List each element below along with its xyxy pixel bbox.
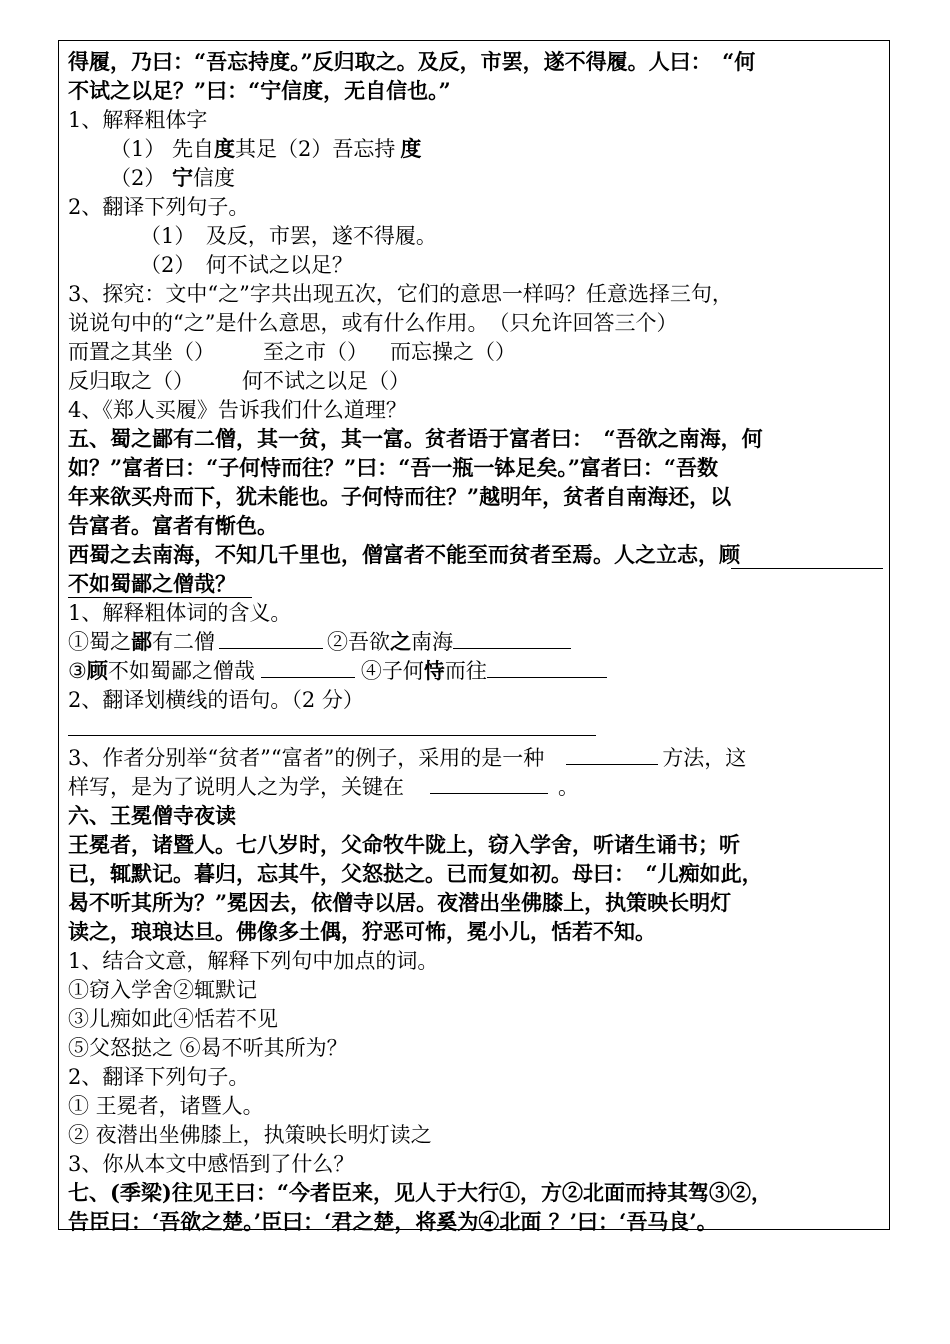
item-text: 3、作者分别举“贫者”“富者”的例子，采用的是一种 <box>68 746 545 770</box>
answer-blank[interactable] <box>453 628 571 649</box>
item-text: ④子何 <box>360 659 424 683</box>
item-text: 有二僧 <box>152 630 215 654</box>
answer-blank[interactable] <box>487 657 607 678</box>
question-item: ①窃入学舍②辄默记 <box>68 978 257 1002</box>
item-text: 南海 <box>411 630 453 654</box>
text-line: 曷不听其所为？”冕因去，依僧寺以居。夜潜出坐佛膝上，执策映长明灯 <box>68 890 732 915</box>
item-text: （1） 先自 <box>110 137 215 161</box>
answer-blank[interactable] <box>261 657 355 678</box>
question-item <box>68 657 607 685</box>
section-heading: 七、(季梁)往见王曰：“今者臣来，见人于大行①，方②北面而持其驾③②， <box>68 1180 772 1205</box>
question-heading: 1、解释粗体词的含义。 <box>68 601 292 625</box>
section-heading: 六、王冕僧寺夜读 <box>68 803 236 828</box>
question-item <box>68 744 746 772</box>
answer-blank[interactable] <box>219 628 323 649</box>
item-text: ①蜀之 <box>68 630 131 654</box>
underline-mark <box>68 597 252 598</box>
item-text: 信度 <box>193 166 236 190</box>
text-line: 得履，乃曰：“吾忘持度。”反归取之。及反，市罢，遂不得履。人曰： “何 <box>68 49 756 74</box>
question-item: ⑤父怒挞之 ⑥曷不听其所为？ <box>68 1036 348 1060</box>
question-text: 说说句中的“之”是什么意思，或有什么作用。 （只允许回答三个） <box>68 311 678 335</box>
question-heading: 2、翻译下列句子。 <box>68 195 250 219</box>
question-heading: 1、结合文意，解释下列句中加点的词。 <box>68 949 439 973</box>
question-heading: 2、翻译划横线的语句。（2 分） <box>68 688 364 712</box>
bold-word: 度 <box>400 136 422 161</box>
question-item: （2） 何不试之以足？ <box>140 253 353 277</box>
answer-item: 而置之其坐（） <box>68 340 215 364</box>
text-line: 王冕者，诸暨人。七八岁时，父命牧牛陇上，窃入学舍，听诸生诵书；听 <box>68 832 740 857</box>
text-line: 读之，琅琅达旦。佛像多土偶，狞恶可怖，冕小儿，恬若不知。 <box>68 919 656 944</box>
bold-word: 恃 <box>423 658 445 683</box>
question-item <box>110 135 421 163</box>
text-line: 已，辄默记。暮归，忘其牛，父怒挞之。已而复如初。母曰： “儿痴如此， <box>68 861 763 886</box>
item-text: 而往 <box>444 659 487 683</box>
question-item <box>68 628 571 656</box>
answer-blank[interactable] <box>430 773 548 794</box>
item-text: 不如蜀鄙之僧哉 <box>107 659 255 683</box>
item-text: ③ <box>68 659 87 683</box>
question-heading: 3、探究：文中“之”字共出现五次，它们的意思一样吗？任意选择三句， <box>68 282 733 306</box>
bold-word: 宁 <box>172 165 194 190</box>
item-text: ②吾欲 <box>327 630 390 654</box>
item-text: 方法，这 <box>662 746 747 770</box>
question-item <box>68 773 579 801</box>
bold-word: 鄙 <box>131 629 152 654</box>
item-text: 样写，是为了说明人之为学，关键在 <box>68 775 404 799</box>
answer-item: 至之市（） <box>263 340 368 364</box>
question-heading: 2、翻译下列句子。 <box>68 1065 250 1089</box>
answer-row <box>68 338 516 366</box>
text-line: 如？”富者曰：“子何恃而往？”曰：“吾一瓶一钵足矣。”富者曰：“吾数 <box>68 455 718 480</box>
text-line: 年来欲买舟而下，犹未能也。子何恃而往？”越明年，贫者自南海还，以 <box>68 484 732 509</box>
question-heading: 4、《郑人买履》告诉我们什么道理？ <box>68 398 407 422</box>
underline-mark <box>731 568 883 569</box>
question-item: ② 夜潜出坐佛膝上，执策映长明灯读之 <box>68 1123 432 1147</box>
section-heading: 五、蜀之鄙有二僧，其一贫，其一富。贫者语于富者曰： “吾欲之南海，何 <box>68 426 763 451</box>
text-line: 西蜀之去南海，不知几千里也，僧富者不能至而贫者至焉。人之立志，顾 <box>68 542 740 567</box>
bold-word: 度 <box>214 136 236 161</box>
item-text: （2） <box>110 166 173 190</box>
question-heading: 1、解释粗体字 <box>68 108 208 132</box>
answer-blank[interactable] <box>566 744 658 765</box>
text-line: 告富者。富者有惭色。 <box>68 513 278 538</box>
question-item: （1） 及反，市罢，遂不得履。 <box>140 224 437 248</box>
question-item: ③儿痴如此④恬若不见 <box>68 1007 278 1031</box>
text-line: 告臣曰：‘吾欲之楚。’臣曰：‘君之楚，将奚为④北面 ？’曰：‘吾马良’。 <box>68 1209 718 1234</box>
item-text: 其足（2）吾忘持 <box>235 137 396 161</box>
text-line: 不如蜀鄙之僧哉？ <box>68 571 236 596</box>
answer-line[interactable] <box>68 735 596 736</box>
answer-item: 反归取之（） <box>68 369 194 393</box>
question-heading: 3、你从本文中感悟到了什么？ <box>68 1152 355 1176</box>
answer-item: 而忘操之（） <box>390 340 516 364</box>
question-item <box>110 164 235 192</box>
answer-item: 何不试之以足（） <box>242 369 410 393</box>
question-item: ① 王冕者，诸暨人。 <box>68 1094 264 1118</box>
bold-word: 之 <box>390 629 411 654</box>
item-text: 。 <box>558 775 579 799</box>
answer-row <box>68 367 410 395</box>
text-line: 不试之以足？”曰：“宁信度，无自信也。” <box>68 78 451 103</box>
bold-word: 顾 <box>86 658 108 683</box>
